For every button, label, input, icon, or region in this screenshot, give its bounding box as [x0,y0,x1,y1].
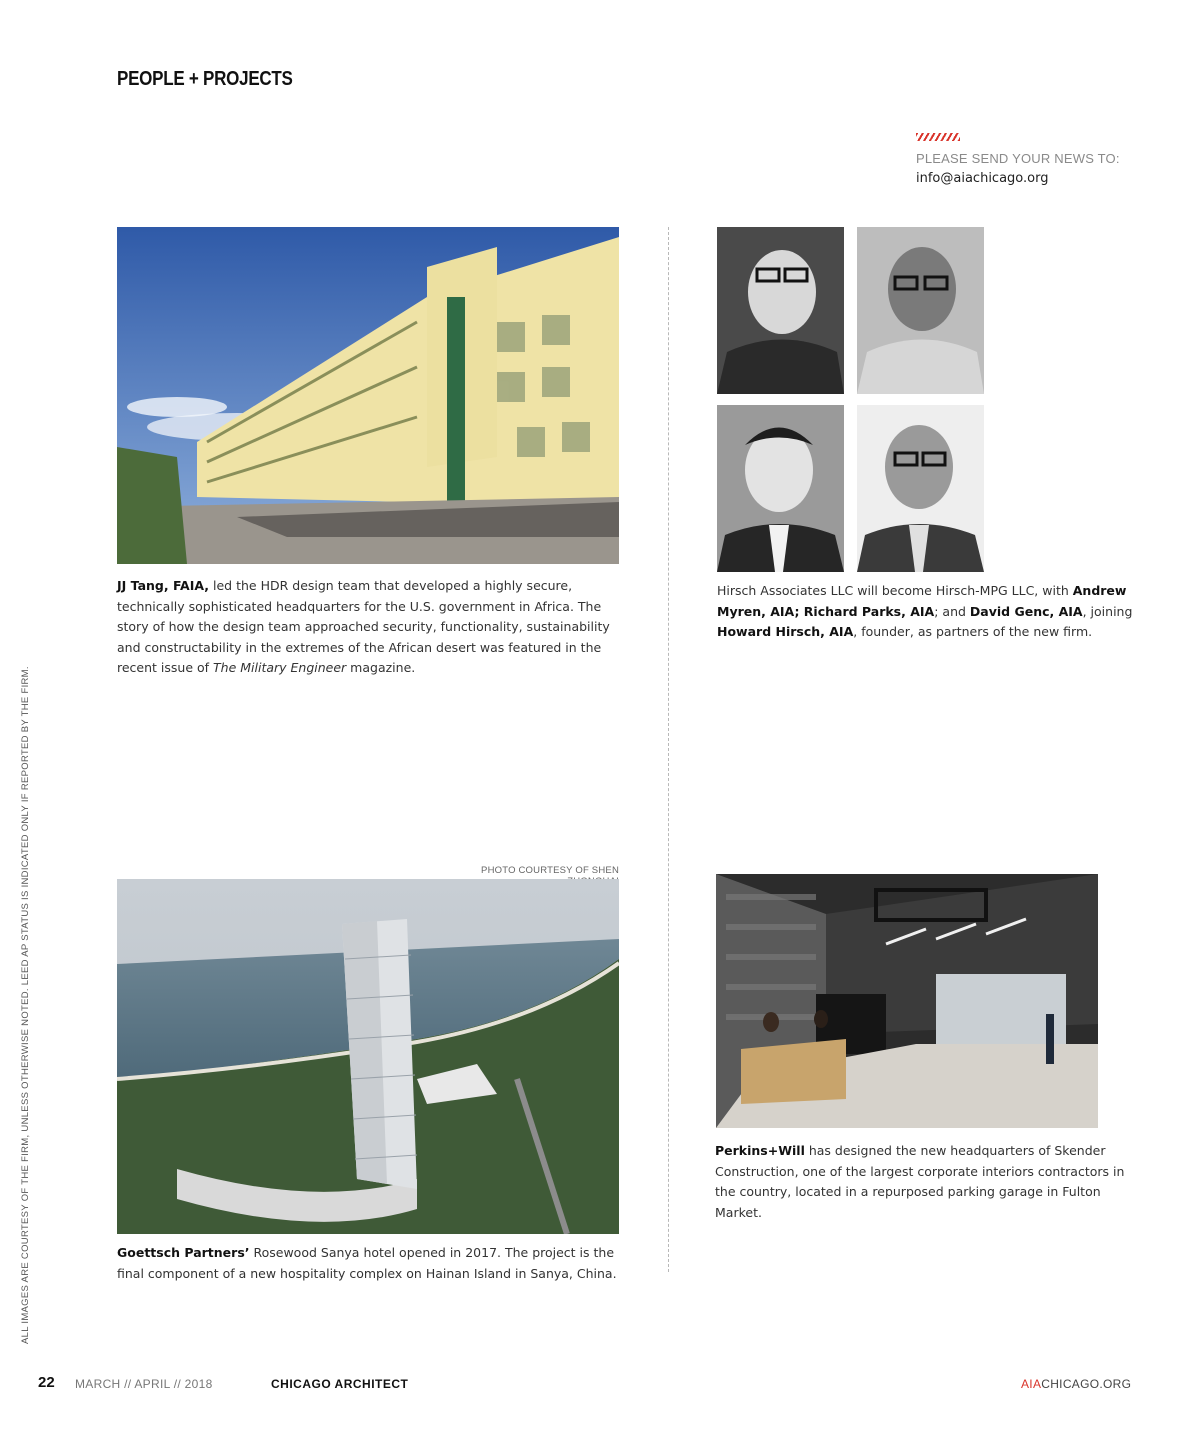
accent-hatch [916,133,960,141]
portrait-andrew-myren [717,227,844,394]
page-number: 22 [38,1374,55,1391]
magazine-name: CHICAGO ARCHITECT [271,1377,409,1391]
news-email-link[interactable]: info@aiachicago.org [916,171,1049,186]
hirsch-caption-p4: , founder, as partners of the new firm. [853,624,1093,639]
skender-hq-photo [716,874,1098,1128]
portrait-richard-parks [857,227,984,394]
rosewood-sanya-photo [117,879,619,1234]
issue-date: MARCH // APRIL // 2018 [75,1377,213,1391]
perkins-caption [715,1141,1135,1223]
hirsch-caption-p2: ; and [934,603,970,619]
hirsch-caption [717,581,1137,643]
hdr-caption [117,576,617,679]
goettsch-caption-body: Rosewood Sanya hotel opened in 2017. The project is the final component of a new hospitality complex on Hainan Island in Sanya, China. [117,1245,617,1281]
goettsch-caption [117,1243,617,1284]
perkins-caption-name: Perkins+Will [715,1143,805,1158]
portrait-david-genc [717,405,844,572]
hirsch-caption-p1: Hirsch Associates LLC will become Hirsch-MPG LLC, with [717,583,1073,598]
hdr-caption-tail: magazine. [346,660,416,675]
hirsch-caption-names-3: Howard Hirsch, AIA [717,624,854,639]
image-credit-note: ALL IMAGES ARE COURTESY OF THE FIRM, UNLESS OTHERWISE NOTED. LEED AP STATUS IS INDICATED ONLY IF REPORTED BY THE FIRM. [20,666,31,1344]
column-divider [668,227,669,1272]
hirsch-caption-names-2: David Genc, AIA [969,603,1083,619]
news-label: PLEASE SEND YOUR NEWS TO: [916,151,1120,166]
hdr-caption-publication: The Military Engineer [213,660,347,675]
website-link[interactable] [1021,1377,1131,1391]
hirsch-caption-names-1: Andrew Myren, AIA; Richard Parks, AIA [717,583,1127,619]
photo-credit: PHOTO COURTESY OF SHEN [481,865,619,876]
website-rest: CHICAGO.ORG [1041,1377,1132,1391]
perkins-caption-body: has designed the new headquarters of Skender Construction, one of the largest corporate interiors contractors in the country, located in a repurposed parking garage in Fulton Market. [715,1143,1125,1220]
portrait-howard-hirsch [857,405,984,572]
hdr-caption-name: JJ Tang, FAIA, [117,578,210,593]
hdr-building-photo [117,227,619,564]
website-accent: AIA [1021,1377,1042,1391]
section-title: PEOPLE + PROJECTS [117,68,293,90]
hirsch-caption-p3: , joining [1082,603,1133,619]
goettsch-caption-name: Goettsch Partners’ [117,1245,250,1260]
hdr-caption-body: led the HDR design team that developed a highly secure, technically sophisticated headquarters for the U.S. government in Africa. The story of how the design team approached security, functionality, sustainability and constructability in the extremes of the African desert was featured in the recent issue of [117,578,610,675]
